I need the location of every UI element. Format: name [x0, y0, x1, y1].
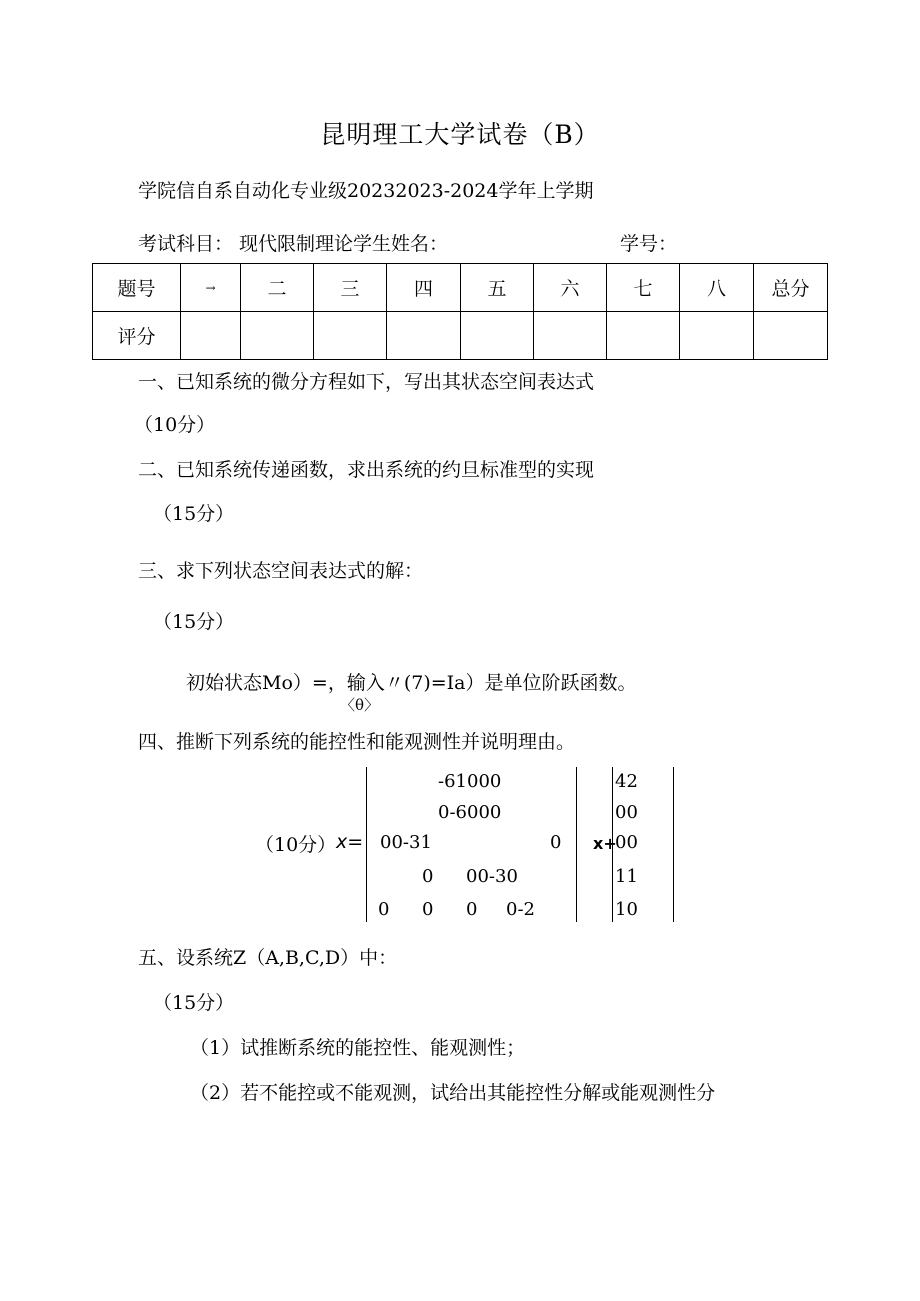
score-table — [92, 263, 828, 360]
matrix-b-left-bracket — [612, 767, 613, 922]
question-3-text: 三、求下列状态空间表达式的解： — [138, 560, 424, 582]
student-id-label: 学号： — [620, 233, 678, 255]
question-1-points: （10分） — [134, 414, 216, 436]
score-cell — [387, 312, 461, 360]
row-header-question: 题号 — [93, 264, 181, 312]
score-cell — [314, 312, 387, 360]
question-3-subscript: 〈θ〉 — [340, 696, 380, 714]
question-2-text: 二、已知系统传递函数，求出系统的约旦标准型的实现 — [138, 459, 595, 481]
column-header: 三 — [314, 264, 387, 312]
score-cell — [680, 312, 754, 360]
matrix-a-cell: 0 — [466, 899, 478, 920]
matrix-b-right-bracket — [673, 767, 674, 922]
question-3-points: （15分） — [153, 611, 235, 633]
score-cell — [181, 312, 241, 360]
score-cell — [754, 312, 828, 360]
exam-title: 昆明理工大学试卷（B） — [320, 120, 600, 149]
matrix-a-cell: 00-30 — [466, 866, 518, 887]
matrix-b-cell: 00 — [615, 802, 638, 823]
matrix-a-left-bracket — [366, 767, 367, 922]
matrix-a-cell: 0-2 — [506, 899, 535, 920]
column-header: 总分 — [754, 264, 828, 312]
x-plus-label: x+ — [593, 834, 617, 853]
column-header: 八 — [680, 264, 754, 312]
matrix-b-cell: 10 — [615, 899, 638, 920]
column-header: 二 — [241, 264, 314, 312]
column-header: 六 — [534, 264, 607, 312]
college-line: 学院信自系自动化专业级20232023-2024学年上学期 — [138, 180, 594, 202]
column-header: 五 — [461, 264, 534, 312]
question-5-points: （15分） — [153, 992, 235, 1014]
question-5-part-2: （2）若不能控或不能观测，试给出其能控性分解或能观测性分 — [190, 1082, 716, 1104]
score-cell — [241, 312, 314, 360]
score-row — [93, 312, 828, 360]
question-3-condition: 初始状态Mo）=，输入〃(7)=Ia）是单位阶跃函数。 — [186, 672, 637, 694]
question-number-row — [93, 264, 828, 312]
question-4-text: 四、推断下列系统的能控性和能观测性并说明理由。 — [138, 731, 576, 753]
matrix-b-cell: 11 — [615, 866, 638, 887]
question-5-part-1: （1）试推断系统的能控性、能观测性； — [190, 1037, 526, 1059]
matrix-a-cell: 0 — [422, 866, 434, 887]
matrix-b-cell: 42 — [615, 771, 638, 792]
matrix-a-cell: 0-6000 — [438, 802, 502, 823]
question-2-points: （15分） — [153, 503, 235, 525]
question-5-text: 五、设系统Z（A,B,C,D）中： — [138, 947, 398, 969]
matrix-a-right-bracket — [576, 767, 577, 922]
column-header: 七 — [607, 264, 680, 312]
matrix-a-cell: 00-31 — [380, 832, 432, 853]
x-dot-label: x= — [336, 831, 364, 853]
matrix-a-cell: -61000 — [438, 771, 502, 792]
matrix-a-cell: 0 — [378, 899, 390, 920]
column-header: → — [181, 264, 241, 312]
score-cell — [534, 312, 607, 360]
question-1-text: 一、已知系统的微分方程如下，写出其状态空间表达式 — [138, 371, 595, 393]
column-header: 四 — [387, 264, 461, 312]
score-cell — [607, 312, 680, 360]
row-header-score: 评分 — [93, 312, 181, 360]
score-cell — [461, 312, 534, 360]
question-4-points: （10分） — [255, 834, 337, 856]
matrix-a-cell: 0 — [550, 832, 562, 853]
matrix-b-cell: 00 — [615, 832, 638, 853]
subject-line: 考试科目： 现代限制理论学生姓名： — [138, 233, 449, 255]
matrix-a-cell: 0 — [422, 899, 434, 920]
